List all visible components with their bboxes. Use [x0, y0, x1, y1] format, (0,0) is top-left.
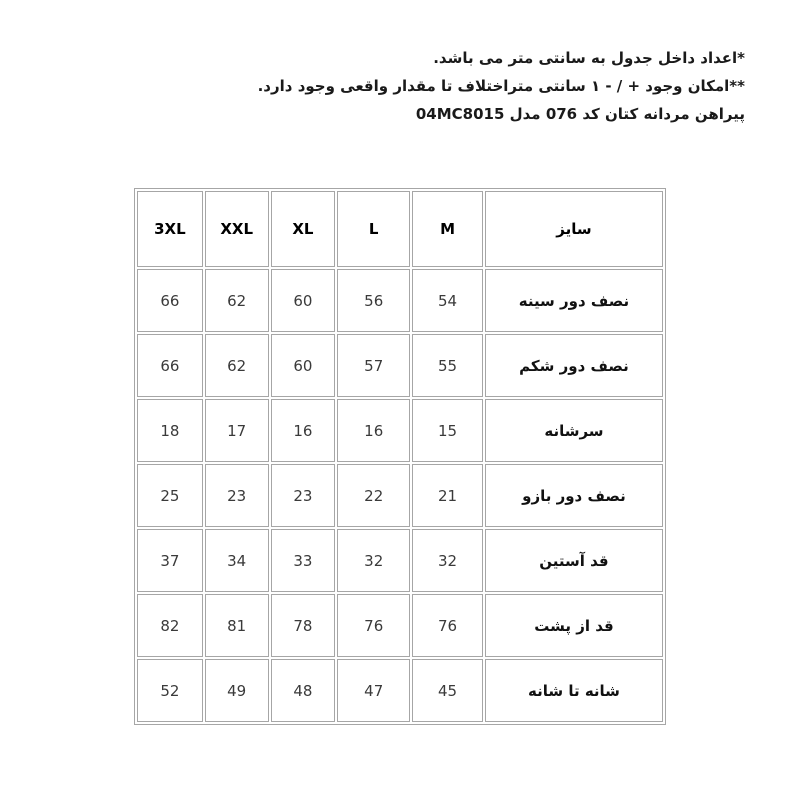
size-value-cell: 47 — [337, 659, 410, 722]
size-value-cell: 76 — [412, 594, 483, 657]
size-value-cell: 23 — [205, 464, 269, 527]
header-m: M — [412, 191, 483, 267]
table-row — [137, 269, 663, 332]
annotation-block — [0, 44, 800, 128]
measurement-label: شانه تا شانه — [485, 659, 663, 722]
size-value-cell: 66 — [137, 334, 203, 397]
size-value-cell: 66 — [137, 269, 203, 332]
size-value-cell: 60 — [271, 269, 336, 332]
table-row — [137, 594, 663, 657]
note-units: *اعداد داخل جدول به سانتی متر می باشد. — [433, 49, 745, 67]
size-value-cell: 54 — [412, 269, 483, 332]
size-value-cell: 21 — [412, 464, 483, 527]
size-table — [134, 188, 666, 725]
size-value-cell: 62 — [205, 269, 269, 332]
header-xl: XL — [271, 191, 336, 267]
size-value-cell: 62 — [205, 334, 269, 397]
measurement-label: نصف دور بازو — [485, 464, 663, 527]
measurement-label: قد از پشت — [485, 594, 663, 657]
header-xxl: XXL — [205, 191, 269, 267]
size-value-cell: 57 — [337, 334, 410, 397]
size-value-cell: 56 — [337, 269, 410, 332]
size-value-cell: 82 — [137, 594, 203, 657]
size-value-cell: 48 — [271, 659, 336, 722]
size-value-cell: 33 — [271, 529, 336, 592]
size-value-cell: 16 — [337, 399, 410, 462]
size-value-cell: 78 — [271, 594, 336, 657]
size-value-cell: 15 — [412, 399, 483, 462]
size-value-cell: 18 — [137, 399, 203, 462]
measurement-label: نصف دور سینه — [485, 269, 663, 332]
measurement-label: قد آستین — [485, 529, 663, 592]
size-value-cell: 55 — [412, 334, 483, 397]
measurement-label: نصف دور شکم — [485, 334, 663, 397]
size-value-cell: 25 — [137, 464, 203, 527]
header-3xl: 3XL — [137, 191, 203, 267]
measurement-label: سرشانه — [485, 399, 663, 462]
size-value-cell: 32 — [337, 529, 410, 592]
size-value-cell: 23 — [271, 464, 336, 527]
header-size: سایز — [485, 191, 663, 267]
size-value-cell: 45 — [412, 659, 483, 722]
size-value-cell: 60 — [271, 334, 336, 397]
size-value-cell: 49 — [205, 659, 269, 722]
size-value-cell: 81 — [205, 594, 269, 657]
table-row — [137, 659, 663, 722]
size-value-cell: 37 — [137, 529, 203, 592]
table-row — [137, 399, 663, 462]
table-row — [137, 334, 663, 397]
size-value-cell: 32 — [412, 529, 483, 592]
size-value-cell: 22 — [337, 464, 410, 527]
table-row — [137, 529, 663, 592]
header-l: L — [337, 191, 410, 267]
header-row — [137, 191, 663, 267]
size-value-cell: 34 — [205, 529, 269, 592]
note-tolerance: **امکان وجود + / - ۱ سانتی متراختلاف تا مقدار واقعی وجود دارد. — [257, 77, 745, 95]
size-value-cell: 16 — [271, 399, 336, 462]
table-row — [137, 464, 663, 527]
note-product-model: پیراهن مردانه کتان کد 076 مدل 04MC8015 — [415, 105, 745, 123]
size-value-cell: 17 — [205, 399, 269, 462]
size-value-cell: 76 — [337, 594, 410, 657]
size-value-cell: 52 — [137, 659, 203, 722]
